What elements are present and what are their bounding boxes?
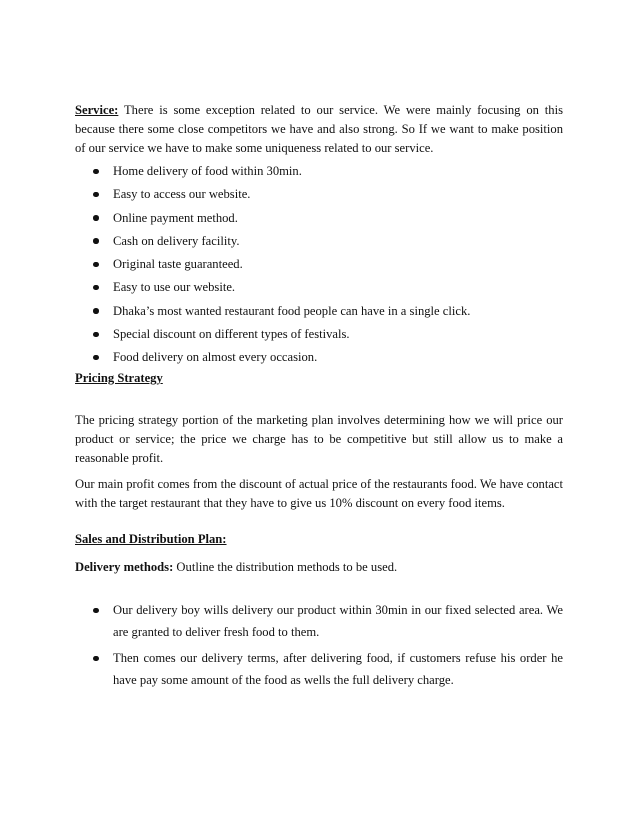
list-item: Easy to use our website. [75,278,563,297]
delivery-methods-text: Outline the distribution methods to be used. [173,560,398,574]
list-item: Original taste guaranteed. [75,255,563,274]
sales-heading: Sales and Distribution Plan: [75,532,227,546]
delivery-bullet-list [75,599,563,691]
service-text: There is some exception related to our service. We were mainly focusing on this because there some close competitors we have and also strong. So If we want to make position of our service we have to make some uniqueness related to our service. [75,103,563,155]
list-item: Home delivery of food within 30min. [75,162,563,181]
service-label: Service: [75,103,119,117]
list-item: Special discount on different types of festivals. [75,325,563,344]
service-bullet-list [75,162,563,372]
list-item: Cash on delivery facility. [75,232,563,251]
list-item: Online payment method. [75,209,563,228]
list-item: Our delivery boy wills delivery our product within 30min in our fixed selected area. We are granted to deliver fresh food to them. [75,599,563,643]
list-item: Then comes our delivery terms, after delivering food, if customers refuse his order he have pay some amount of the food as wells the full delivery charge. [75,647,563,691]
delivery-methods-line [75,558,563,577]
list-item: Food delivery on almost every occasion. [75,348,563,367]
service-paragraph [75,101,563,158]
pricing-paragraph-2: Our main profit comes from the discount of actual price of the restaurants food. We have contact with the target restaurant that they have to give us 10% discount on every food items. [75,477,563,510]
pricing-heading: Pricing Strategy [75,371,163,385]
list-item: Easy to access our website. [75,185,563,204]
pricing-paragraph-1: The pricing strategy portion of the marketing plan involves determining how we will price our product or service; the price we charge has to be competitive but still allow us to make a reasonable profit. [75,413,563,465]
list-item: Dhaka’s most wanted restaurant food people can have in a single click. [75,302,563,321]
delivery-methods-label: Delivery methods: [75,560,174,574]
